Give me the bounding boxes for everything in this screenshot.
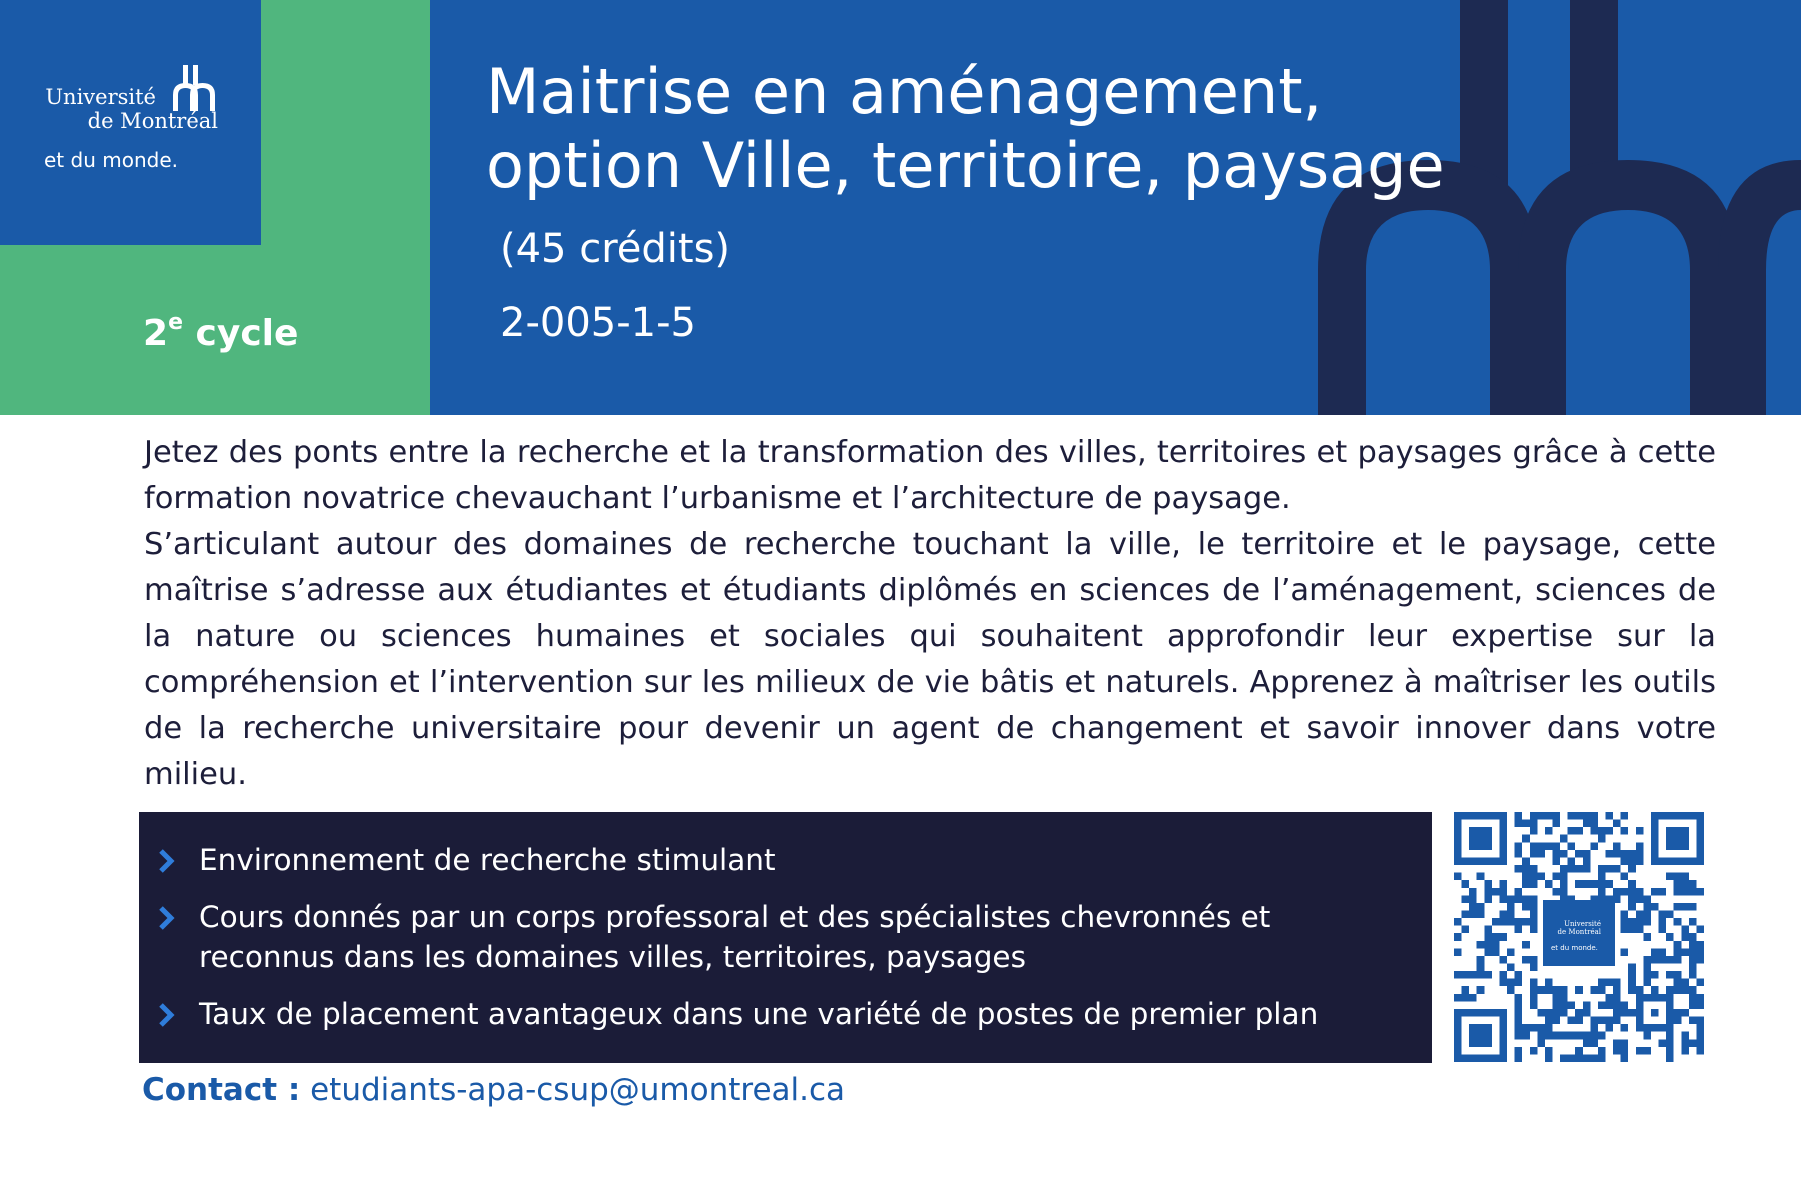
description-paragraph: S’articulant autour des domaines de recherche touchant la ville, le territoire et le paysage, cette maîtrise s’adresse aux étudiantes et étudiants diplômés en sciences de l’aménagement, sciences de la nature ou sciences humaines et sociales qui souhaitent approfondir leur expertise sur la compréhension et l’intervention sur les milieux de vie bâtis et naturels. Apprenez à maîtriser les outils de la recherche universitaire pour devenir un agent de changement et savoir innover dans votre milieu. (144, 527, 1716, 792)
program-description (144, 430, 1716, 798)
qr-logo-line1: Université (1564, 920, 1601, 928)
program-credits: (45 crédits) (500, 226, 731, 272)
title-line2: option Ville, territoire, paysage (486, 129, 1445, 202)
cycle-label (143, 310, 298, 354)
qr-logo-wordmark (1549, 920, 1601, 936)
contact-email-link[interactable]: etudiants-apa-csup@umontreal.ca (310, 1072, 846, 1108)
feature-text: Environnement de recherche stimulant (199, 843, 776, 877)
logo-line2: de Montréal (87, 109, 218, 133)
chevron-right-icon (156, 906, 178, 930)
feature-item (139, 897, 1369, 977)
udem-logo (0, 0, 261, 245)
cycle-number: 2 (143, 313, 169, 354)
description-paragraph: Jetez des ponts entre la recherche et la transformation des villes, territoires et paysages grâce à cette formation novatrice chevauchant l’urbanisme et l’architecture de paysage. (144, 435, 1716, 516)
feature-text: Taux de placement avantageux dans une variété de postes de premier plan (199, 997, 1319, 1031)
program-title (486, 55, 1445, 203)
header-banner (0, 0, 1801, 415)
feature-text: Cours donnés par un corps professoral et des spécialistes chevronnés et reconnus dans les domaines villes, territoires, paysages (199, 900, 1271, 974)
feature-item (139, 840, 1369, 880)
qr-logo-tagline: et du monde. (1551, 944, 1598, 952)
feature-item (139, 994, 1369, 1034)
features-box (139, 812, 1432, 1063)
qr-logo-line2: de Montréal (1557, 928, 1601, 936)
logo-line1: Université (45, 85, 156, 109)
qr-center-logo (1543, 900, 1615, 966)
contact-label: Contact : (142, 1072, 301, 1108)
title-line1: Maitrise en aménagement, (486, 55, 1323, 128)
contact-line (142, 1072, 845, 1108)
program-code: 2-005-1-5 (500, 300, 696, 346)
logo-tagline: et du monde. (44, 148, 178, 172)
cycle-word: cycle (195, 313, 299, 354)
logo-mark-icon (171, 65, 217, 111)
chevron-right-icon (156, 849, 178, 873)
cycle-superscript: e (168, 310, 183, 335)
chevron-right-icon (156, 1003, 178, 1027)
